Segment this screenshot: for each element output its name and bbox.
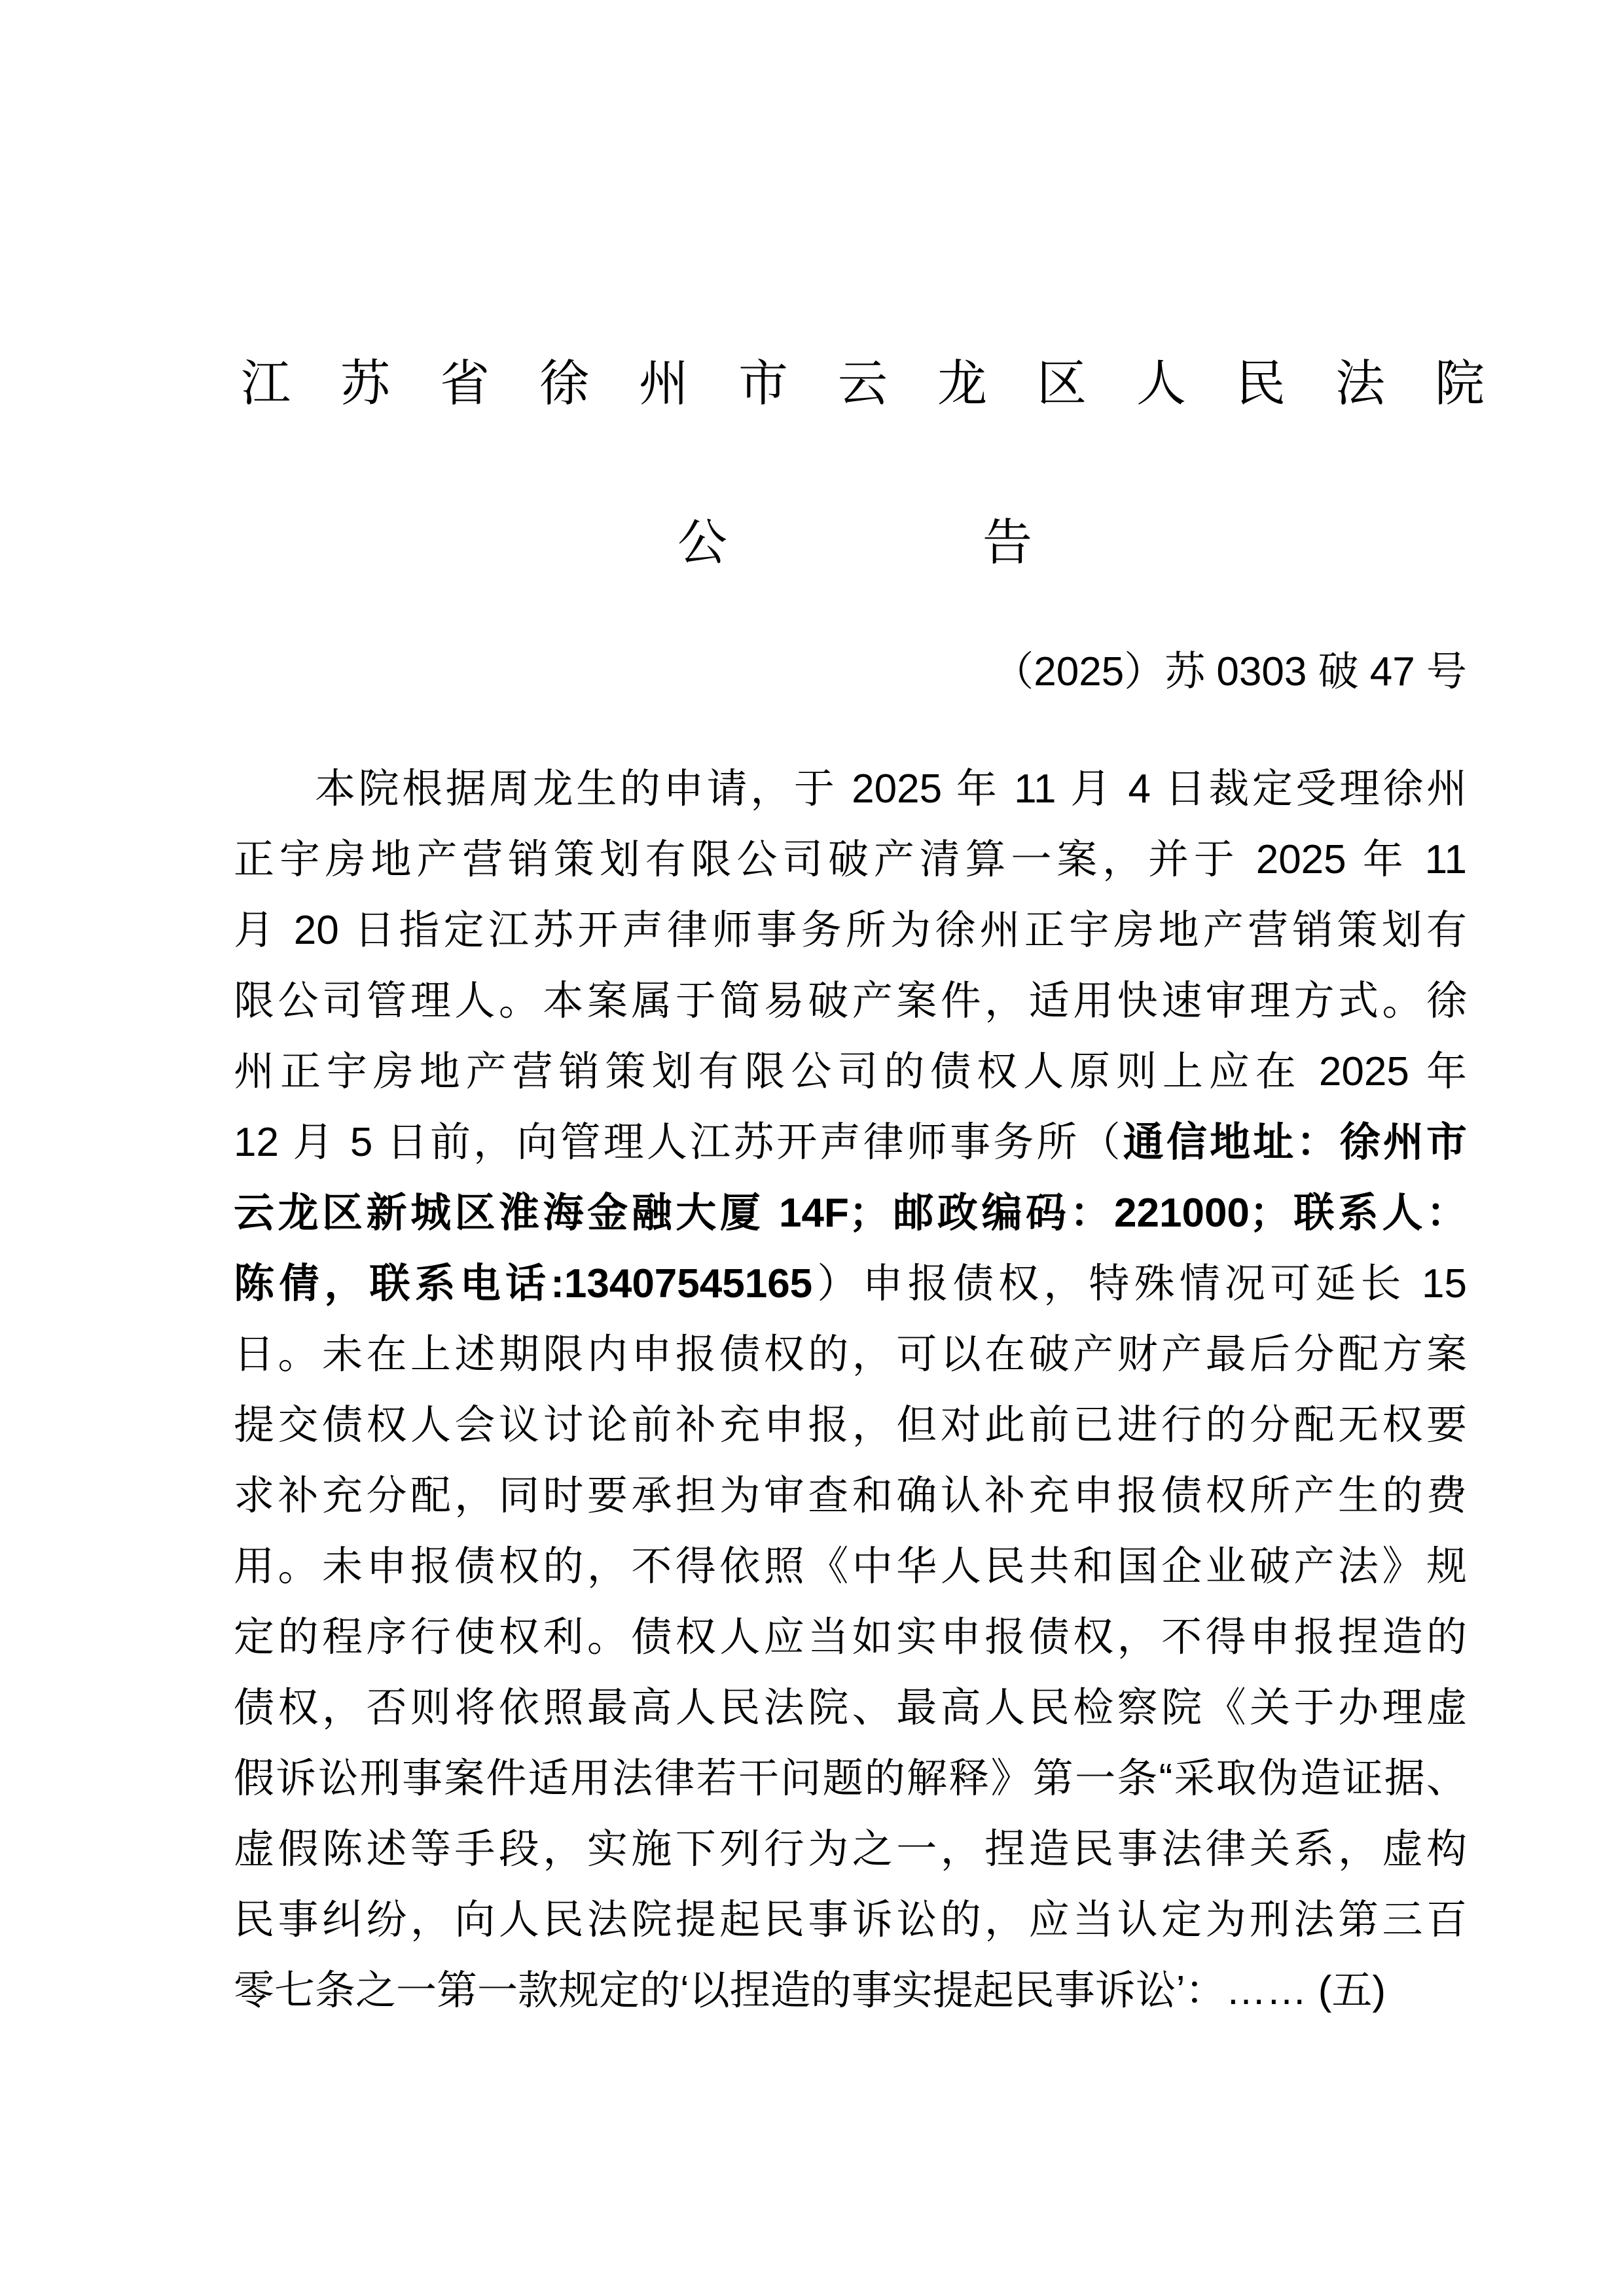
text-run: 州正宇房地产营销策划有限公司的债权人原则上应在 2025 年 (234, 1049, 1467, 1094)
case-number: （2025）苏 0303 破 47 号 (993, 649, 1467, 694)
text-run: 用。未申报债权的，不得依照《中华人民共和国企业破产法》规 (234, 1544, 1467, 1589)
body-line (234, 966, 1467, 1037)
text-run: 零七条之一第一款规定的‘以捏造的事实提起民事诉讼’：…… (五) (234, 1968, 1386, 2013)
body-line (234, 1037, 1467, 1107)
body-line (234, 1602, 1467, 1673)
text-run: 债权，否则将依照最高人民法院、最高人民检察院《关于办理虚 (234, 1685, 1467, 1731)
text-run: 提交债权人会议讨论前补充申报，但对此前已进行的分配无权要 (234, 1403, 1467, 1448)
body-line (234, 1814, 1467, 1885)
body-line (234, 1107, 1467, 1178)
bold-text-run: 通信地址：徐州市 (1123, 1120, 1467, 1165)
body-line (234, 825, 1467, 895)
text-run: 限公司管理人。本案属于简易破产案件，适用快速审理方式。徐 (234, 978, 1467, 1024)
body-line (234, 895, 1467, 966)
text-run: 日。未在上述期限内申报债权的，可以在破产财产最后分配方案 (234, 1332, 1467, 1377)
text-run: 月 20 日指定江苏开声律师事务所为徐州正宇房地产营销策划有 (234, 908, 1467, 953)
bold-text-run: 陈倩，联系电话:13407545165 (234, 1261, 813, 1306)
text-run: 正宇房地产营销策划有限公司破产清算一案，并于 2025 年 11 (234, 837, 1467, 882)
body-line (234, 754, 1467, 825)
bold-text-run: 云龙区新城区淮海金融大厦 14F；邮政编码：221000；联系人： (234, 1191, 1467, 1236)
court-name-title: 江苏省徐州市云龙区人民法院 (241, 357, 1534, 412)
body-line (234, 1673, 1467, 1744)
announcement-title: 公告 (677, 516, 1288, 571)
text-run: 12 月 5 日前，向管理人江苏开声律师事务所（ (234, 1120, 1123, 1165)
text-run: 本院根据周龙生的申请，于 2025 年 11 月 4 日裁定受理徐州 (315, 766, 1467, 812)
body-line (234, 1461, 1467, 1532)
body-line (234, 1885, 1467, 1956)
body-line (234, 1744, 1467, 1814)
body-line (234, 1956, 1467, 2026)
body-line (234, 1390, 1467, 1461)
text-run: 虚假陈述等手段，实施下列行为之一，捏造民事法律关系，虚构 (234, 1827, 1467, 1872)
text-run: 民事纠纷，向人民法院提起民事诉讼的，应当认定为刑法第三百 (234, 1897, 1467, 1943)
body-line (234, 1178, 1467, 1249)
text-run: ）申报债权，特殊情况可延长 15 (812, 1261, 1467, 1306)
text-run: 定的程序行使权利。债权人应当如实申报债权，不得申报捏造的 (234, 1615, 1467, 1660)
body-line (234, 1249, 1467, 1319)
text-run: 假诉讼刑事案件适用法律若干问题的解释》第一条“采取伪造证据、 (234, 1756, 1467, 1801)
body-line (234, 1532, 1467, 1602)
body-line (234, 1319, 1467, 1390)
announcement-body (234, 754, 1467, 2026)
text-run: 求补充分配，同时要承担为审查和确认补充申报债权所产生的费 (234, 1473, 1467, 1518)
